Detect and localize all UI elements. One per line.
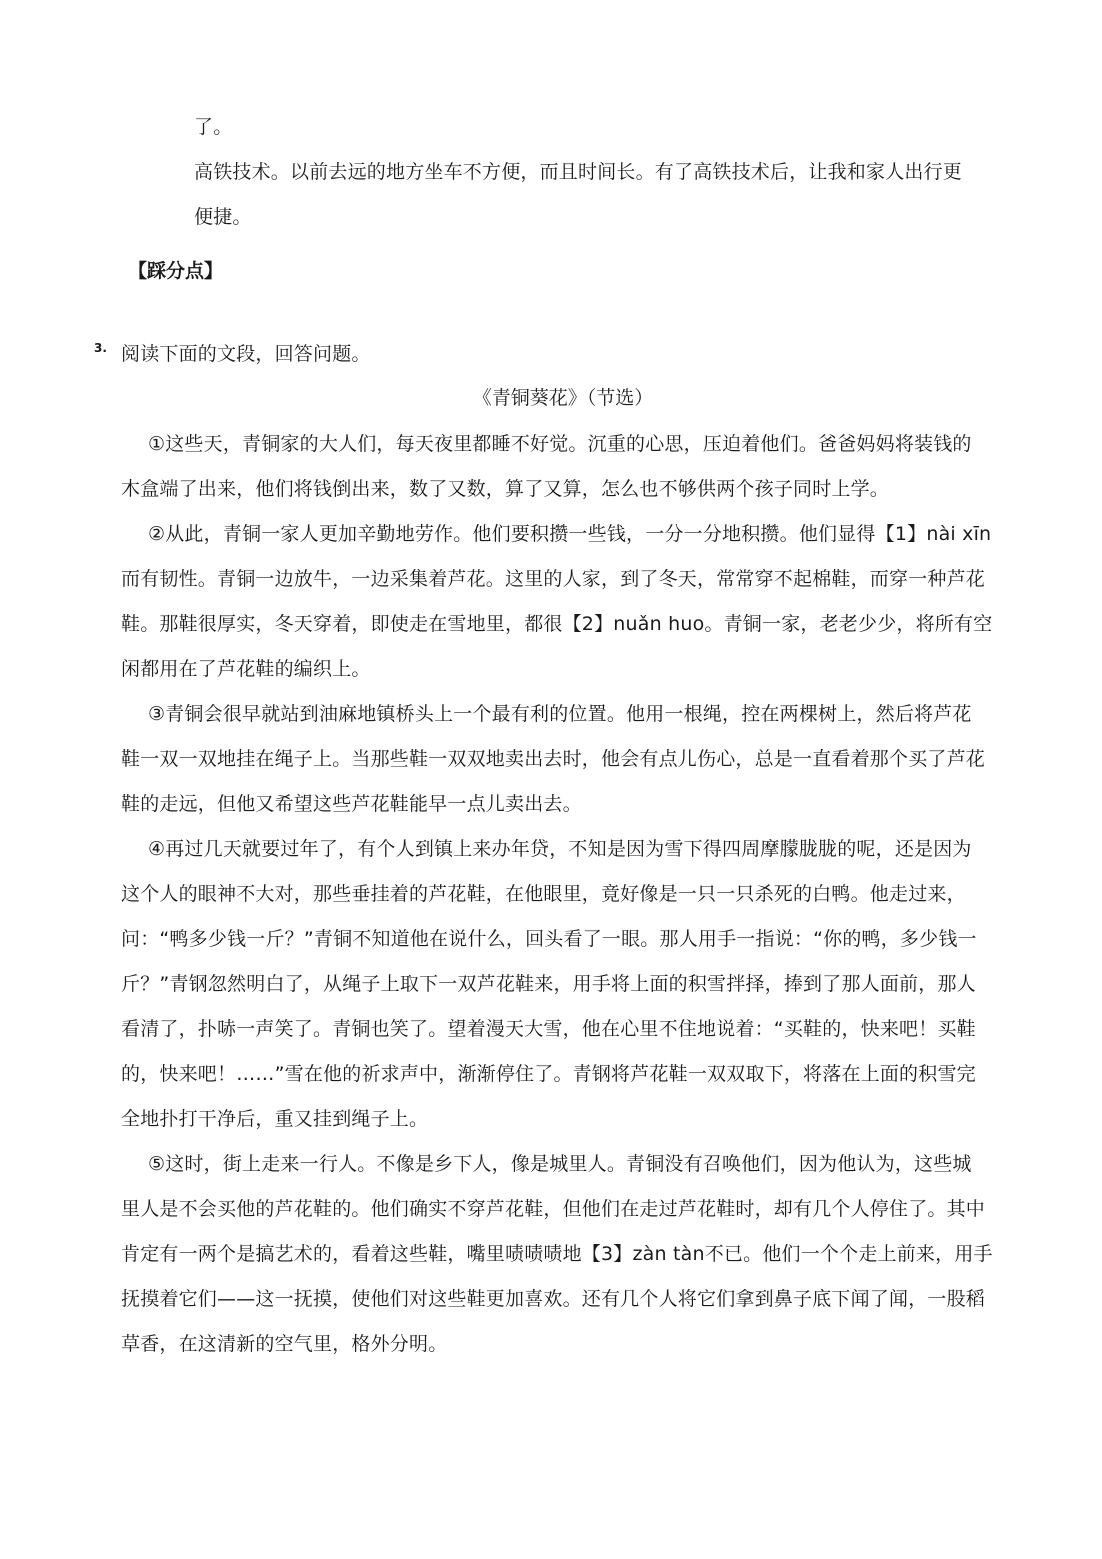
passage-line: ②从此，青铜一家人更加辛勤地劳作。他们要积攒一些钱，一分一分地积攒。他们显得【1】nài xīn — [148, 523, 992, 545]
passage-line: 看清了，扑哧一声笑了。青铜也笑了。望着漫天大雪，他在心里不住地说着：“买鞋的，快来吧！买鞋 — [121, 1018, 976, 1040]
passage-line: 全地扑打干净后，重又挂到绳子上。 — [121, 1108, 429, 1130]
passage-line: ①这些天，青铜家的大人们，每天夜里都睡不好觉。沉重的心思，压迫着他们。爸爸妈妈将装钱的 — [148, 433, 972, 455]
passage-line: 的，快来吧！……”雪在他的祈求声中，渐渐停住了。青钢将芦花鞋一双双取下，将落在上面的积雪完 — [121, 1063, 976, 1085]
passage-line: 抚摸着它们——这一抚摸，使他们对这些鞋更加喜欢。还有几个人将它们拿到鼻子底下闻了闻，一股稻 — [121, 1288, 986, 1310]
passage-line: 木盒端了出来，他们将钱倒出来，数了又数，算了又算，怎么也不够供两个孩子同时上学。 — [121, 478, 890, 500]
passage-line: 闲都用在了芦花鞋的编织上。 — [121, 658, 371, 680]
passage-line: 鞋的走远，但他又希望这些芦花鞋能早一点儿卖出去。 — [121, 793, 582, 815]
answer-line-2: 高铁技术。以前去远的地方坐车不方便，而且时间长。有了高铁技术后，让我和家人出行更 — [194, 161, 963, 183]
passage-line: 里人是不会买他的芦花鞋的。他们确实不穿芦花鞋，但他们在走过芦花鞋时，却有几个人停住了。其中 — [121, 1198, 986, 1220]
question-prompt: 阅读下面的文段，回答问题。 — [121, 343, 371, 365]
passage-line: ⑤这时，街上走来一行人。不像是乡下人，像是城里人。青铜没有召唤他们，因为他认为，这些城 — [148, 1153, 972, 1175]
passage-line: 草香，在这清新的空气里，格外分明。 — [121, 1333, 448, 1355]
passage-line: 而有韧性。青铜一边放牛，一边采集着芦花。这里的人家，到了冬天，常常穿不起棉鞋，而穿一种芦花 — [121, 568, 986, 590]
passage-title: 《青铜葵花》（节选） — [472, 387, 654, 409]
question-number: 3. — [94, 341, 107, 355]
passage-line: 斤？”青钢忽然明白了，从绳子上取下一双芦花鞋来，用手将上面的积雪拌择，捧到了那人面前，那人 — [121, 973, 976, 995]
passage-line: ④再过几天就要过年了，有个人到镇上来办年贷，不知是因为雪下得四周摩朦胧胧的呢，还是因为 — [148, 838, 972, 860]
passage-line: ③青铜会很早就站到油麻地镇桥头上一个最有利的位置。他用一根绳，控在两棵树上，然后将芦花 — [148, 703, 972, 725]
passage-line: 鞋。那鞋很厚实，冬天穿着，即使走在雪地里，都很【2】nuǎn huo。青铜一家，老老少少，将所有空 — [121, 613, 993, 635]
score-points-heading: 【踩分点】 — [128, 260, 224, 282]
answer-line-3: 便捷。 — [194, 206, 252, 228]
passage-line: 这个人的眼神不大对，那些垂挂着的芦花鞋，在他眼里，竟好像是一只一只杀死的白鸭。他走过来， — [121, 883, 966, 905]
passage-line: 鞋一双一双地挂在绳子上。当那些鞋一双双地卖出去时，他会有点儿伤心，总是一直看着那个买了芦花 — [121, 748, 986, 770]
passage-line: 问：“鸭多少钱一斤？”青铜不知道他在说什么，回头看了一眼。那人用手一指说：“你的鸭，多少钱一 — [121, 928, 977, 950]
passage-line: 肯定有一两个是搞艺术的，看着这些鞋，嘴里啧啧啧地【3】zàn tàn不已。他们一个个走上前来，用手 — [121, 1243, 993, 1265]
answer-line-1: 了。 — [194, 116, 233, 138]
